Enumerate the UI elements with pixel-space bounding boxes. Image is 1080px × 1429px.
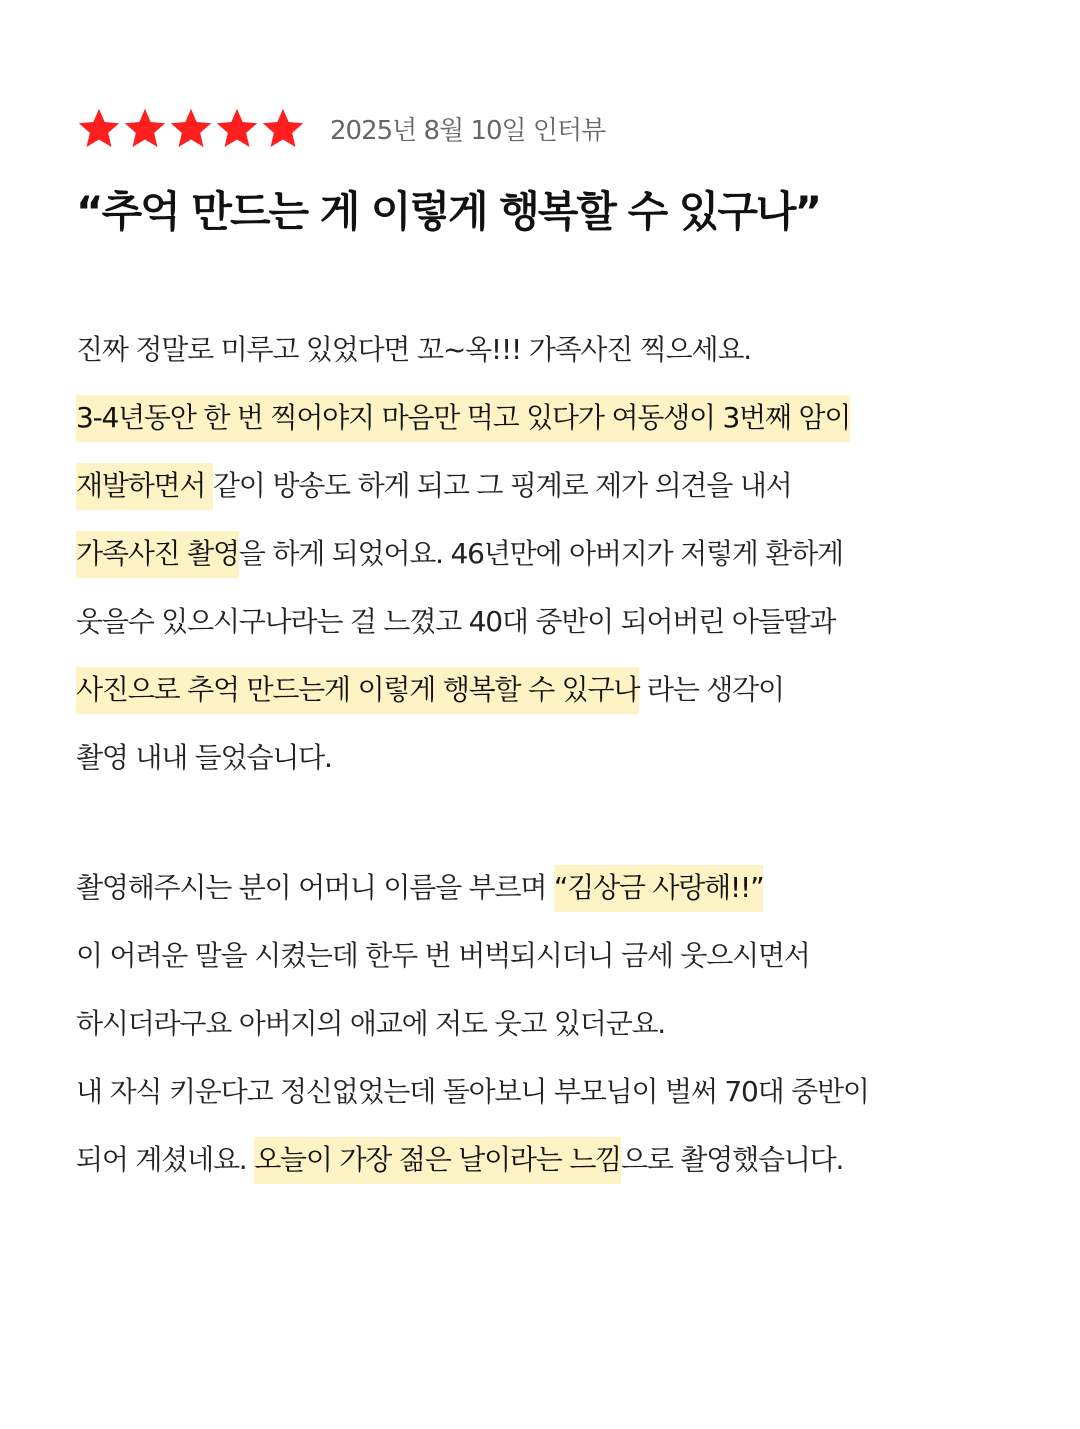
- text-line: [76, 854, 1036, 922]
- text-segment: 웃을수 있으시구나라는 걸 느꼈고 40대 중반이 되어버린 아들딸과: [76, 605, 836, 638]
- text-segment: 내 자식 키운다고 정신없었는데 돌아보니 부모님이 벌써 70대 중반이: [76, 1075, 869, 1108]
- text-line: [76, 922, 1036, 990]
- text-segment: 촬영 내내 들었습니다.: [76, 741, 332, 774]
- star-icon: [122, 106, 168, 150]
- text-segment: 되어 계셨네요.: [76, 1143, 255, 1176]
- highlighted-text: “김상금 사랑해!!”: [554, 865, 763, 912]
- highlighted-text: 재발하면서: [76, 463, 213, 510]
- review-paragraph: [76, 316, 1036, 792]
- text-line: [76, 724, 1036, 792]
- text-segment: 이 어려운 말을 시켰는데 한두 번 버벅되시더니 금세 웃으시면서: [76, 939, 810, 972]
- paragraph-gap: [76, 792, 1036, 854]
- star-icon: [76, 106, 122, 150]
- star-icon: [260, 106, 306, 150]
- text-segment: 하시더라구요 아버지의 애교에 저도 웃고 있더군요.: [76, 1007, 666, 1040]
- star-icon: [214, 106, 260, 150]
- text-line: [76, 384, 1036, 452]
- text-segment: 같이 방송도 하게 되고 그 핑계로 제가 의견을 내서: [212, 469, 792, 502]
- highlighted-text: 3-4년동안 한 번 찍어야지 마음만 먹고 있다가 여동생이 3번째 암이: [76, 395, 850, 442]
- star-icon: [168, 106, 214, 150]
- text-segment: 라는 생각이: [639, 673, 784, 706]
- review-body: [76, 316, 1036, 1194]
- review-title: “추억 만드는 게 이렇게 행복할 수 있구나”: [76, 187, 821, 236]
- text-segment: 을 하게 되었어요. 46년만에 아버지가 저렇게 환하게: [238, 537, 843, 570]
- review-meta: [76, 104, 605, 152]
- text-segment: 촬영해주시는 분이 어머니 이름을 부르며: [76, 871, 554, 904]
- highlighted-text: 사진으로 추억 만드는게 이렇게 행복할 수 있구나: [76, 667, 639, 714]
- review-date: 2025년 8월 10일 인터뷰: [330, 115, 606, 146]
- review-paragraph: [76, 854, 1036, 1194]
- highlighted-text: 가족사진 촬영: [76, 531, 239, 578]
- text-line: [76, 316, 1036, 384]
- text-line: [76, 990, 1036, 1058]
- highlighted-text: 오늘이 가장 젊은 날이라는 느낌: [254, 1137, 621, 1184]
- text-line: [76, 452, 1036, 520]
- text-line: [76, 656, 1036, 724]
- star-rating: [76, 106, 306, 150]
- text-line: [76, 588, 1036, 656]
- text-line: [76, 1058, 1036, 1126]
- text-segment: 으로 촬영했습니다.: [621, 1143, 844, 1176]
- text-line: [76, 520, 1036, 588]
- text-segment: 진짜 정말로 미루고 있었다면 꼬~옥!!! 가족사진 찍으세요.: [76, 333, 751, 366]
- text-line: [76, 1126, 1036, 1194]
